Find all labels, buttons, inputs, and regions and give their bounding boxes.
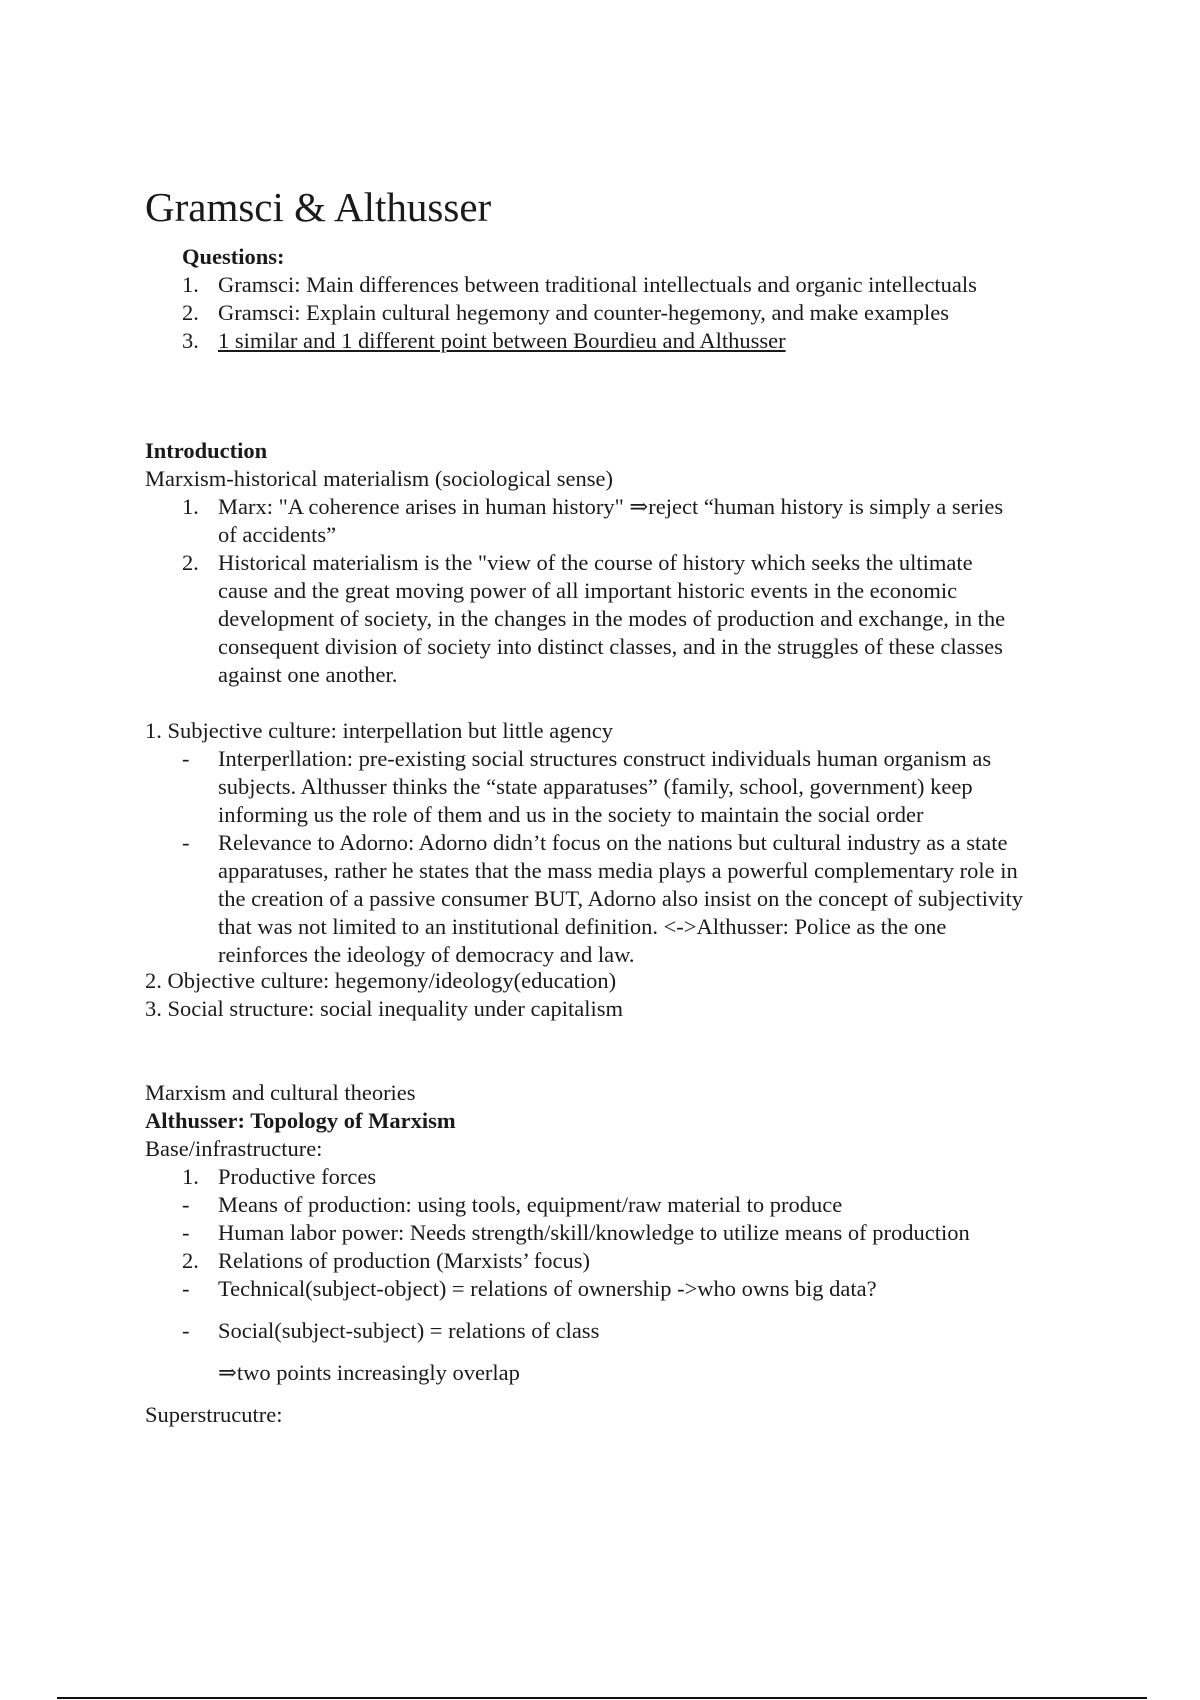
bullet-marker: - (182, 746, 190, 771)
question-number: 1. (182, 272, 199, 297)
bullet-line: that was not limited to an institutional definition. <->Althusser: Police as the one (218, 914, 947, 939)
list-marker: - (182, 1318, 190, 1343)
list-item-text: Productive forces (218, 1164, 377, 1189)
question-number: 3. (182, 328, 199, 353)
bullet-line: subjects. Althusser thinks the “state apparatuses” (family, school, government) keep (218, 774, 973, 799)
questions-heading: Questions: (182, 244, 285, 269)
section-heading: Althusser: Topology of Marxism (145, 1108, 456, 1133)
list-item-text: Technical(subject-object) = relations of ownership ->who owns big data? (218, 1276, 877, 1301)
list-number: 1. (182, 494, 199, 519)
list-item-line: against one another. (218, 662, 398, 687)
bullet-line: Interperllation: pre-existing social structures construct individuals human organism as (218, 746, 992, 771)
bullet-line: reinforces the ideology of democracy and law. (218, 942, 635, 967)
list-item-text: Relations of production (Marxists’ focus) (218, 1248, 591, 1273)
culture-line: 1. Subjective culture: interpellation but little agency (145, 718, 613, 743)
list-item-line: Marx: "A coherence arises in human history" ⇒reject “human history is simply a series (218, 494, 1004, 519)
list-marker: - (182, 1220, 190, 1245)
list-marker: - (182, 1276, 190, 1301)
overlap-note: ⇒two points increasingly overlap (218, 1360, 520, 1385)
question-text: Gramsci: Main differences between traditional intellectuals and organic intellectuals (218, 272, 977, 297)
question-text: Gramsci: Explain cultural hegemony and counter-hegemony, and make examples (218, 300, 949, 325)
introduction-subheading: Marxism-historical materialism (sociological sense) (145, 466, 613, 491)
list-item-line: cause and the great moving power of all important historic events in the economic (218, 578, 958, 603)
list-marker: 2. (182, 1248, 199, 1273)
base-label: Base/infrastructure: (145, 1136, 323, 1161)
bullet-line: the creation of a passive consumer BUT, Adorno also insist on the concept of subjectivity (218, 886, 1024, 911)
list-item-text: Social(subject-subject) = relations of class (218, 1318, 600, 1343)
section-intro: Marxism and cultural theories (145, 1080, 416, 1105)
page-title: Gramsci & Althusser (145, 184, 492, 230)
culture-line: 3. Social structure: social inequality under capitalism (145, 996, 623, 1021)
superstructure-label: Superstrucutre: (145, 1402, 283, 1427)
list-number: 2. (182, 550, 199, 575)
question-text: 1 similar and 1 different point between Bourdieu and Althusser (218, 328, 786, 353)
introduction-heading: Introduction (145, 438, 268, 463)
bullet-line: apparatuses, rather he states that the mass media plays a powerful complementary role in (218, 858, 1018, 883)
list-item-line: of accidents” (218, 522, 337, 547)
page-bottom-rule (57, 1697, 1147, 1699)
list-item-text: Human labor power: Needs strength/skill/knowledge to utilize means of production (218, 1220, 970, 1245)
bullet-line: informing us the role of them and us in the society to maintain the social order (218, 802, 924, 827)
bullet-marker: - (182, 830, 190, 855)
list-marker: 1. (182, 1164, 199, 1189)
list-item-line: consequent division of society into distinct classes, and in the struggles of these classes (218, 634, 1003, 659)
list-marker: - (182, 1192, 190, 1217)
culture-line: 2. Objective culture: hegemony/ideology(education) (145, 968, 617, 993)
list-item-text: Means of production: using tools, equipment/raw material to produce (218, 1192, 843, 1217)
list-item-line: development of society, in the changes in the modes of production and exchange, in the (218, 606, 1006, 631)
question-number: 2. (182, 300, 199, 325)
list-item-line: Historical materialism is the "view of the course of history which seeks the ultimate (218, 550, 973, 575)
bullet-line: Relevance to Adorno: Adorno didn’t focus on the nations but cultural industry as a state (218, 830, 1008, 855)
